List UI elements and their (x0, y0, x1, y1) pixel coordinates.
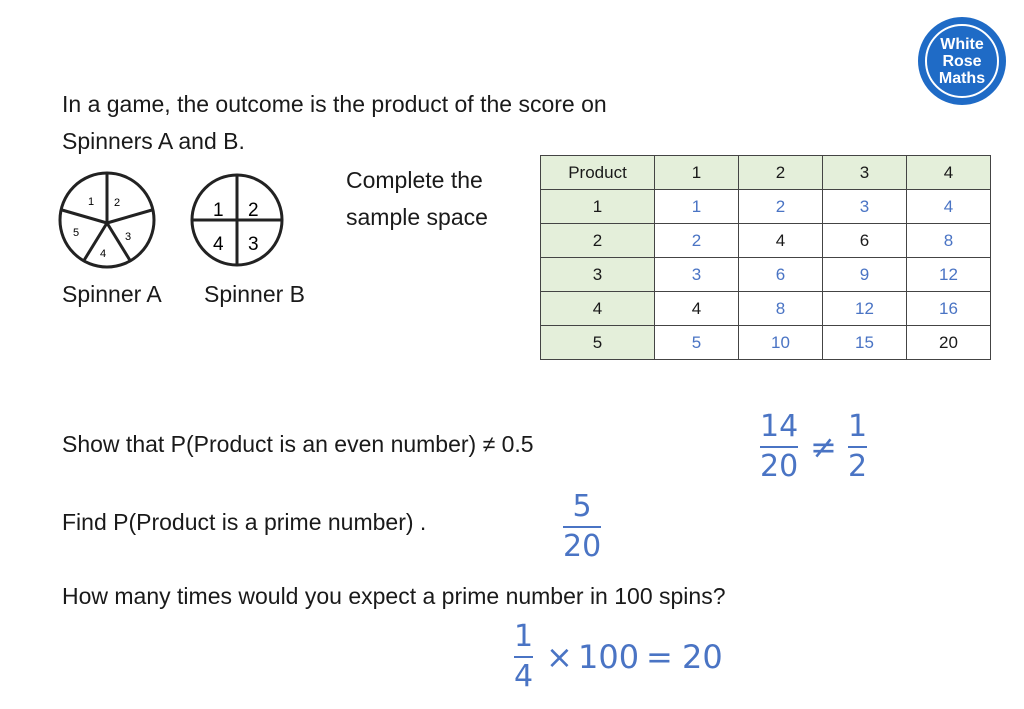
spinner-b-sector-2: 2 (248, 200, 259, 221)
table-column-header: 4 (907, 156, 991, 190)
table-cell: 15 (823, 326, 907, 360)
table-row-header: 1 (541, 190, 655, 224)
table-cell: 3 (823, 190, 907, 224)
table-cell: 12 (907, 258, 991, 292)
table-cell: 3 (655, 258, 739, 292)
spinner-a-label: Spinner A (62, 281, 162, 307)
fraction-bar (760, 446, 798, 448)
answer-even-numerator: 14 (760, 409, 799, 444)
instruction-line-1: Complete the (346, 167, 483, 193)
fraction-bar (848, 446, 867, 448)
answer-half-denominator: 2 (848, 449, 868, 484)
not-equal-symbol: ≠ (810, 428, 837, 466)
table-cell: 10 (739, 326, 823, 360)
spinner-b-sector-3: 3 (248, 234, 259, 255)
table-cell: 4 (655, 292, 739, 326)
table-cell: 6 (739, 258, 823, 292)
equals-symbol: = (646, 638, 673, 676)
sample-space-table (540, 155, 991, 360)
answer-half-fraction (848, 410, 867, 484)
spinner-a-sector-1: 1 (88, 196, 95, 208)
table-column-header: 1 (655, 156, 739, 190)
table-row (541, 326, 991, 360)
answer-expected-fraction (514, 620, 533, 694)
answer-prime-denominator: 20 (563, 529, 602, 564)
answer-even-fraction (760, 410, 798, 484)
question-prime: Find P(Product is a prime number) . (62, 509, 427, 535)
spinner-b-diagram (189, 172, 285, 268)
table-row (541, 190, 991, 224)
table-row-header: 4 (541, 292, 655, 326)
logo-text-rose: Rose (942, 52, 982, 70)
answer-expected-numerator: 1 (514, 619, 534, 654)
fraction-bar (563, 526, 601, 528)
table-cell: 12 (823, 292, 907, 326)
table-cell: 16 (907, 292, 991, 326)
table-cell: 1 (655, 190, 739, 224)
table-cell: 20 (907, 326, 991, 360)
table-cell: 4 (739, 224, 823, 258)
spinner-b-sector-4: 4 (213, 234, 224, 255)
table-row-header: 2 (541, 224, 655, 258)
table-cell: 2 (655, 224, 739, 258)
answer-half-numerator: 1 (848, 409, 868, 444)
table-header-row (541, 156, 991, 190)
table-cell: 8 (739, 292, 823, 326)
table-cell: 5 (655, 326, 739, 360)
table-row (541, 224, 991, 258)
spinner-b-sector-1: 1 (213, 200, 224, 221)
fraction-bar (514, 656, 533, 658)
logo-text-white: White (940, 35, 984, 53)
table-row-header: 5 (541, 326, 655, 360)
spinner-b-label: Spinner B (204, 281, 306, 307)
table-column-header: 2 (739, 156, 823, 190)
table-column-header: 3 (823, 156, 907, 190)
table-cell: 9 (823, 258, 907, 292)
intro-line-2: Spinners A and B. (62, 128, 245, 154)
answer-expected-result: 20 (682, 638, 723, 676)
white-rose-maths-logo (918, 17, 1006, 105)
times-symbol: × (546, 638, 573, 676)
table-row (541, 258, 991, 292)
spinner-a-sector-3: 3 (125, 231, 132, 243)
spinner-a-sector-2: 2 (114, 197, 121, 209)
spinner-a-diagram (57, 170, 157, 270)
spinner-a-sector-4: 4 (100, 248, 107, 260)
table-cell: 2 (739, 190, 823, 224)
answer-even-denominator: 20 (760, 449, 799, 484)
table-corner-cell: Product (541, 156, 655, 190)
question-expected: How many times would you expect a prime number in 100 spins? (62, 583, 726, 609)
intro-line-1: In a game, the outcome is the product of the score on (62, 91, 607, 117)
table-cell: 4 (907, 190, 991, 224)
table-cell: 8 (907, 224, 991, 258)
answer-expected-multiplier: 100 (578, 638, 640, 676)
instruction-line-2: sample space (346, 204, 488, 230)
answer-prime-fraction (563, 490, 601, 564)
answer-prime-numerator: 5 (572, 489, 592, 524)
question-even: Show that P(Product is an even number) ≠ 0.5 (62, 431, 534, 457)
table-cell: 6 (823, 224, 907, 258)
spinner-a-sector-5: 5 (73, 227, 80, 239)
table-row-header: 3 (541, 258, 655, 292)
table-row (541, 292, 991, 326)
logo-text-maths: Maths (938, 69, 986, 87)
answer-expected-denominator: 4 (514, 659, 534, 694)
